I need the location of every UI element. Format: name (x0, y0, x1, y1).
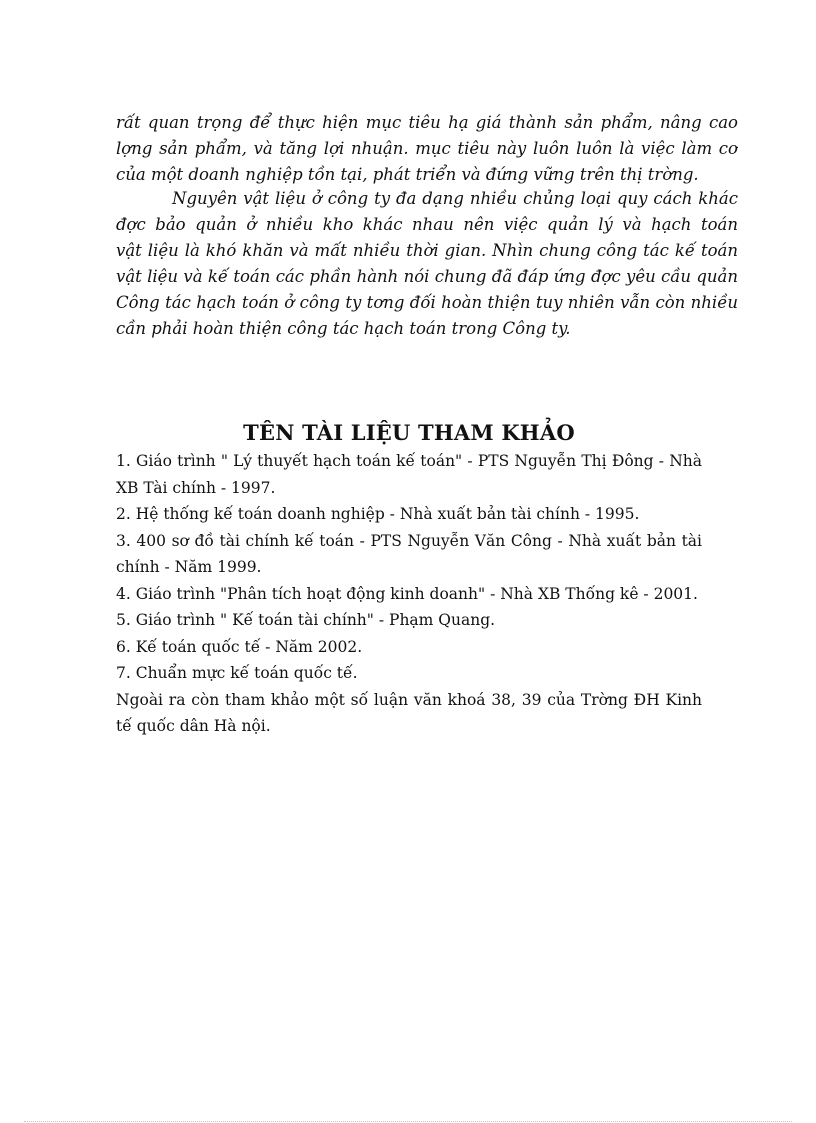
reference-line: 7. Chuẩn mực kế toán quốc tế. (116, 664, 358, 682)
reference-line: 5. Giáo trình " Kế toán tài chính" - Phạm Quang. (116, 611, 496, 629)
reference-line: XB Tài chính - 1997. (116, 478, 276, 497)
reference-line: tế quốc dân Hà nội. (116, 717, 271, 735)
body-paragraph (116, 186, 738, 342)
intro-line: của một doanh nghiệp tồn tại, phát triển và đứng vững trên thị trờng. (116, 165, 699, 184)
body-line: vật liệu là khó khăn và mất nhiều thời gian. Nhìn chung công tác kế toán (116, 241, 738, 260)
reference-line: 3. 400 sơ đồ tài chính kế toán - PTS Nguyễn Văn Công - Nhà xuất bản tài (116, 531, 702, 550)
reference-line: 4. Giáo trình "Phân tích hoạt động kinh doanh" - Nhà XB Thống kê - 2001. (116, 584, 698, 603)
references-list (116, 448, 702, 740)
intro-line: rất quan trọng để thực hiện mục tiêu hạ giá thành sản phẩm, nâng cao (116, 113, 738, 132)
reference-line: Ngoài ra còn tham khảo một số luận văn khoá 38, 39 của Trờng ĐH Kinh (116, 690, 702, 709)
body-line: Nguyên vật liệu ở công ty đa dạng nhiều chủng loại quy cách khác (172, 189, 738, 208)
body-line: đợc bảo quản ở nhiều kho khác nhau nên việc quản lý và hạch toán (116, 215, 738, 234)
intro-paragraph (116, 110, 738, 188)
reference-line: chính - Năm 1999. (116, 558, 262, 576)
reference-line: 1. Giáo trình " Lý thuyết hạch toán kế toán" - PTS Nguyễn Thị Đông - Nhà (116, 452, 702, 470)
references-title: TÊN TÀI LIỆU THAM KHẢO (243, 420, 575, 445)
reference-line: 6. Kế toán quốc tế - Năm 2002. (116, 637, 363, 656)
intro-line: lợng sản phẩm, và tăng lợi nhuận. mục tiêu này luôn luôn là việc làm cơ (116, 139, 738, 158)
reference-line: 2. Hệ thống kế toán doanh nghiệp - Nhà xuất bản tài chính - 1995. (116, 505, 640, 523)
body-line: Công tác hạch toán ở công ty tơng đối hoàn thiện tuy nhiên vẫn còn nhiều (116, 293, 738, 312)
body-line: cần phải hoàn thiện công tác hạch toán trong Công ty. (116, 319, 571, 338)
body-line: vật liệu và kế toán các phần hành nói chung đã đáp ứng đợc yêu cầu quản (116, 267, 738, 286)
page-bottom-rule (24, 1121, 792, 1122)
